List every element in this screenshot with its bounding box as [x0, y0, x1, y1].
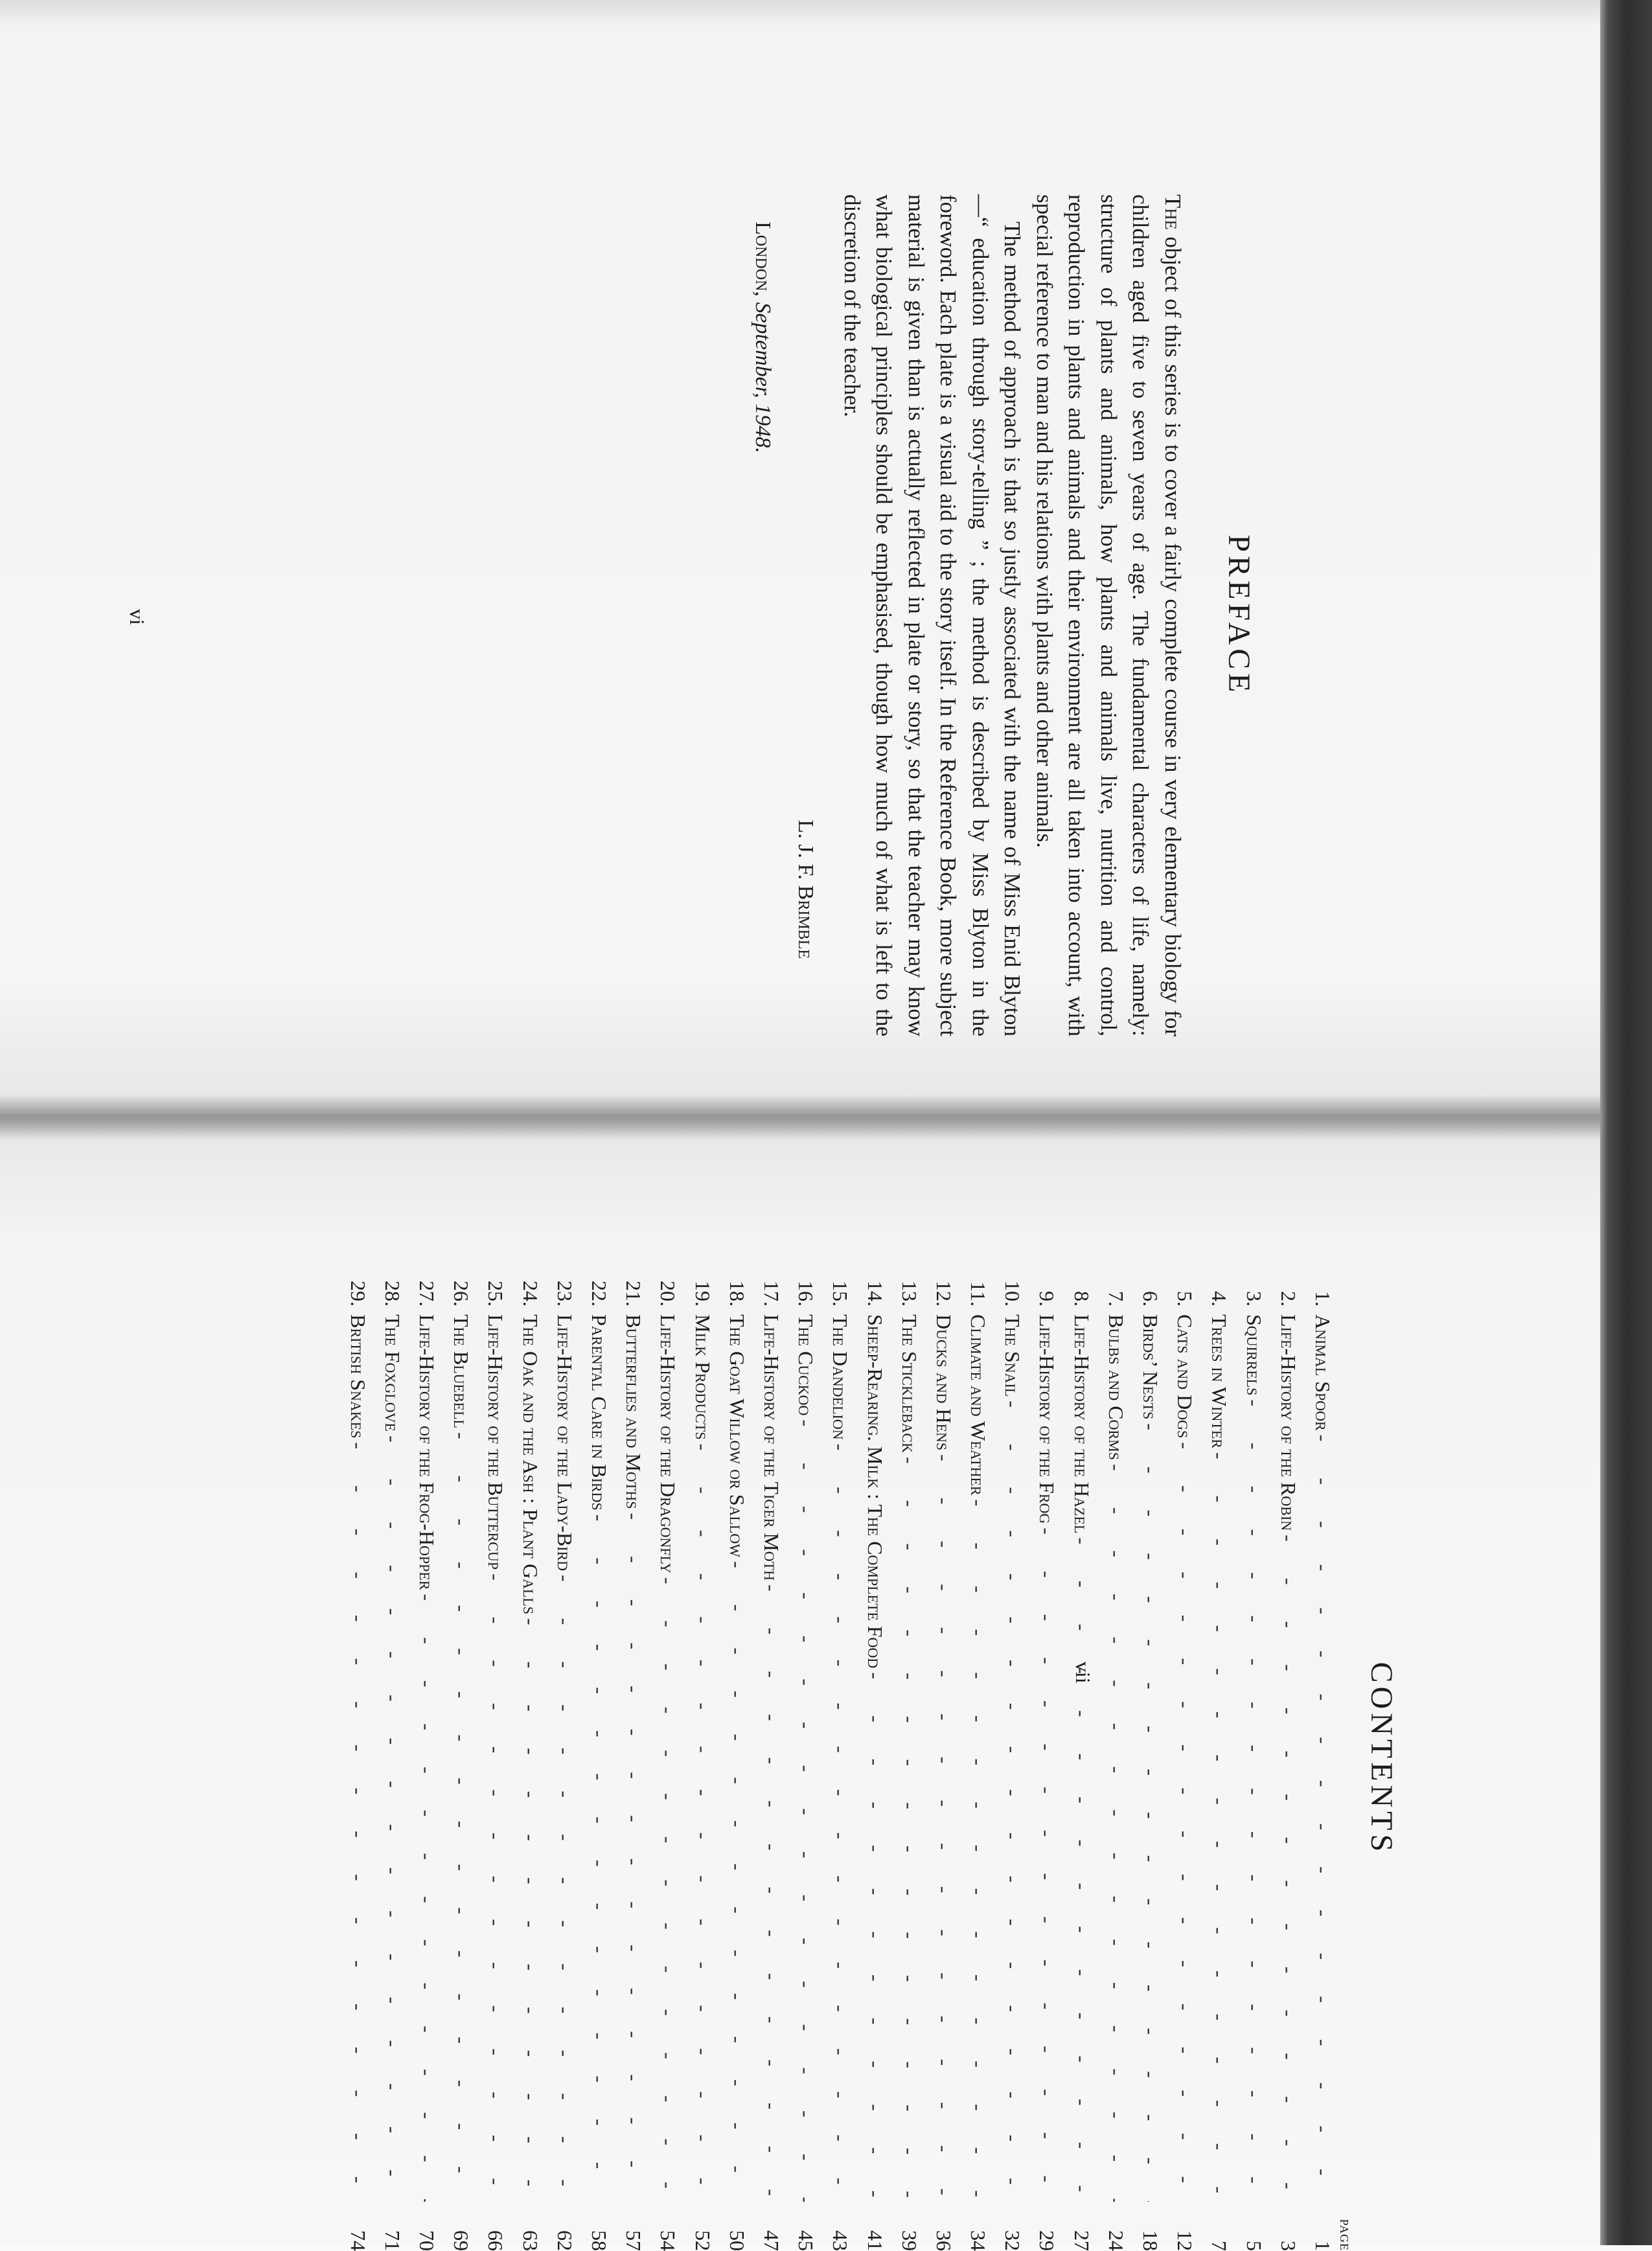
entry-page-number: 69: [450, 2230, 474, 2251]
entry-number: 2.: [1276, 1291, 1300, 1307]
entry-leader-dots: [621, 1513, 645, 2202]
contents-list: [336, 1266, 1335, 2251]
entry-leader-dots: [553, 1575, 577, 2202]
entry-page-number: 24: [1104, 2230, 1128, 2251]
entry-leader-dots: [1173, 1442, 1197, 2202]
entry-title: Milk Products: [691, 1314, 715, 1440]
contents-entry: [645, 1266, 680, 2251]
contents-entry: [404, 1266, 439, 2251]
entry-leader-dots: [1104, 1464, 1128, 2202]
entry-number: 12.: [932, 1281, 956, 1307]
entry-leader-dots: [1070, 1537, 1094, 2202]
entry-number: 22.: [588, 1281, 612, 1307]
entry-number: 10.: [1001, 1281, 1025, 1307]
entry-title: Life-History of the Lady-Bird: [553, 1314, 577, 1571]
entry-number: 6.: [1139, 1291, 1163, 1307]
entry-page-number: 27: [1070, 2230, 1094, 2251]
entry-number: 26.: [450, 1281, 474, 1307]
entry-title: Bulbs and Corms: [1104, 1314, 1128, 1460]
preface-paragraph-2: The method of approach is that so justly associated with the name of Miss Enid Blyton—“ education through story-telling ” ; the method is described by Miss Blyton in the foreword. Each plate is a visual aid to the story itself. In the Reference Book, more subject material is given than is actually reflected in plate or story, so that the teacher may know what biological principles should be emphasised, though how much of what is left to the discretion of the teacher.: [840, 194, 1026, 1036]
entry-title: The Bluebell: [450, 1314, 474, 1428]
contents-entry: [921, 1266, 956, 2251]
contents-section: [336, 1266, 1399, 2251]
entry-number: 28.: [380, 1281, 404, 1307]
entry-leader-dots: [1311, 1435, 1335, 2202]
entry-title: Climate and Weather: [967, 1314, 991, 1496]
contents-entry: [1231, 1266, 1265, 2251]
contents-entry: [1094, 1266, 1128, 2251]
entry-number: 1.: [1311, 1291, 1335, 1307]
entry-number: 20.: [656, 1281, 680, 1307]
entry-number: 25.: [484, 1281, 508, 1307]
preface-title: PREFACE: [1222, 534, 1256, 696]
entry-page-number: 45: [794, 2230, 818, 2251]
entry-leader-dots: [1242, 1399, 1266, 2202]
entry-title: The Stickleback: [897, 1314, 921, 1453]
entry-number: 5.: [1173, 1291, 1197, 1307]
entry-title: Life-History of the Hazel: [1070, 1314, 1094, 1534]
preface-place: London,: [751, 222, 775, 297]
entry-page-number: 29: [1035, 2230, 1059, 2251]
entry-title: Butterflies and Moths: [622, 1314, 646, 1509]
entry-page-number: 47: [760, 2230, 783, 2251]
entry-title: Sheep-Rearing. Milk : The Complete Food: [863, 1314, 887, 1669]
entry-title: Life-History of the Buttercup: [484, 1314, 508, 1570]
contents-entry: [1024, 1266, 1059, 2251]
entry-page-number: 54: [656, 2230, 680, 2251]
entry-title: The Foxglove: [380, 1314, 404, 1432]
entry-page-number: 70: [415, 2230, 439, 2251]
contents-entry: [749, 1266, 783, 2251]
entry-number: 27.: [415, 1281, 439, 1307]
book-cover-edge: [1600, 0, 1652, 2245]
entry-leader-dots: [725, 1561, 749, 2202]
entry-title: British Snakes: [346, 1314, 370, 1439]
entry-page-number: 50: [725, 2230, 749, 2251]
entry-number: 15.: [829, 1281, 853, 1307]
entry-number: 11.: [967, 1281, 991, 1307]
contents-entry: [852, 1266, 886, 2251]
contents-entry: [508, 1266, 542, 2251]
contents-entry: [370, 1266, 404, 2251]
contents-entry: [577, 1266, 611, 2251]
contents-entry: [783, 1266, 818, 2251]
entry-leader-dots: [897, 1457, 921, 2202]
entry-title: Life-History of the Frog-Hopper: [415, 1314, 439, 1590]
entry-leader-dots: [346, 1442, 370, 2202]
preface-dateline: [751, 194, 775, 1036]
entry-title: Animal Spoor: [1311, 1314, 1335, 1431]
entry-page-number: 57: [622, 2230, 646, 2251]
entry-leader-dots: [1276, 1535, 1300, 2202]
entry-title: Life-History of the Frog: [1035, 1314, 1059, 1524]
entry-number: 23.: [553, 1281, 577, 1307]
contents-page-header: PAGE: [1338, 2219, 1351, 2251]
entry-number: 13.: [897, 1281, 921, 1307]
entry-leader-dots: [587, 1514, 611, 2202]
entry-page-number: 18: [1139, 2230, 1163, 2251]
contents-entry: [956, 1266, 990, 2251]
entry-leader-dots: [518, 1618, 542, 2202]
entry-number: 3.: [1242, 1291, 1266, 1307]
entry-page-number: 74: [346, 2230, 370, 2251]
entry-leader-dots: [863, 1672, 887, 2202]
entry-number: 9.: [1035, 1291, 1059, 1307]
entry-page-number: 34: [967, 2230, 991, 2251]
contents-entry: [336, 1266, 370, 2251]
entry-title: Squirrels: [1242, 1314, 1266, 1396]
entry-page-number: 52: [691, 2230, 715, 2251]
entry-page-number: 66: [484, 2230, 508, 2251]
entry-title: Parental Care in Birds: [588, 1314, 612, 1511]
entry-number: 4.: [1208, 1291, 1232, 1307]
contents-entry: [439, 1266, 473, 2251]
contents-entry: [887, 1266, 921, 2251]
entry-page-number: 43: [829, 2230, 853, 2251]
preface-paragraph-1: [1029, 194, 1189, 1036]
entry-leader-dots: [966, 1500, 990, 2202]
contents-entry: [1162, 1266, 1197, 2251]
contents-entry: [680, 1266, 714, 2251]
entry-page-number: 1: [1311, 2241, 1335, 2251]
entry-leader-dots: [484, 1573, 508, 2202]
entry-page-number: 5: [1242, 2241, 1266, 2251]
entry-leader-dots: [380, 1435, 404, 2202]
entry-page-number: 12: [1173, 2230, 1197, 2251]
entry-title: The Oak and the Ash : Plant Galls: [518, 1314, 542, 1615]
entry-title: Birds’ Nests: [1139, 1314, 1163, 1420]
entry-leader-dots: [656, 1577, 680, 2202]
entry-title: Life-History of the Robin: [1276, 1314, 1300, 1531]
entry-page-number: 63: [518, 2230, 542, 2251]
contents-entry: [715, 1266, 749, 2251]
entry-page-number: 58: [588, 2230, 612, 2251]
entry-title: The Goat Willow or Sallow: [725, 1314, 749, 1558]
entry-leader-dots: [1138, 1423, 1162, 2202]
entry-number: 7.: [1104, 1291, 1128, 1307]
preface-paragraph-1-text: object of this series is to cover a fairly complete course in very elementary biology for children aged five to seven years of age. The fundamental characters of life, namely: structure of plants and animals, how plants and animals live, nutrition and control, reproduction in plants and animals and their environment are all taken into account, with special reference to man and his relations with plants and other animals.: [1032, 194, 1186, 1036]
contents-entry: [818, 1266, 852, 2251]
preface-signature: L. J. F. Brimble: [794, 819, 818, 959]
entry-title: The Snail: [1001, 1314, 1025, 1397]
entry-title: Life-History of the Tiger Moth: [760, 1314, 783, 1581]
entry-number: 19.: [691, 1281, 715, 1307]
preface-date: September, 1948.: [751, 302, 775, 453]
entry-page-number: 36: [932, 2230, 956, 2251]
entry-page-number: 62: [553, 2230, 577, 2251]
entry-leader-dots: [1035, 1527, 1059, 2202]
entry-title: Cats and Dogs: [1173, 1314, 1197, 1439]
entry-title: Trees in Winter: [1208, 1314, 1232, 1448]
entry-number: 14.: [863, 1281, 887, 1307]
preface-lead-word: The: [1160, 194, 1186, 230]
contents-entry: [990, 1266, 1024, 2251]
entry-leader-dots: [1207, 1452, 1231, 2202]
page-number-vi: vi: [126, 609, 149, 625]
entry-page-number: 7: [1208, 2241, 1232, 2251]
entry-leader-dots: [449, 1432, 473, 2202]
entry-number: 18.: [725, 1281, 749, 1307]
contents-entry: [1197, 1266, 1231, 2251]
entry-page-number: 32: [1001, 2230, 1025, 2251]
preface-section: [751, 194, 1257, 1036]
entry-number: 17.: [760, 1281, 783, 1307]
entry-number: 8.: [1070, 1291, 1094, 1307]
entry-leader-dots: [828, 1444, 852, 2202]
contents-entry: [1300, 1266, 1335, 2251]
entry-title: Life-History of the Dragonfly: [656, 1314, 680, 1573]
contents-entry: [1128, 1266, 1162, 2251]
entry-page-number: 3: [1276, 2241, 1300, 2251]
entry-leader-dots: [794, 1419, 818, 2202]
entry-page-number: 39: [897, 2230, 921, 2251]
entry-number: 24.: [518, 1281, 542, 1307]
contents-entry: [1059, 1266, 1094, 2251]
entry-number: 21.: [622, 1281, 646, 1307]
contents-entry: [1266, 1266, 1300, 2251]
entry-leader-dots: [415, 1594, 439, 2202]
entry-leader-dots: [691, 1444, 715, 2202]
entry-title: The Dandelion: [829, 1314, 853, 1440]
contents-entry: [611, 1266, 645, 2251]
contents-entry: [473, 1266, 507, 2251]
book-gutter: [0, 1095, 1600, 1140]
page-number-vii: vii: [1072, 1662, 1095, 1684]
entry-number: 29.: [346, 1281, 370, 1307]
entry-leader-dots: [759, 1584, 783, 2202]
entry-title: The Cuckoo: [794, 1314, 818, 1416]
contents-entry: [542, 1266, 577, 2251]
entry-leader-dots: [1000, 1400, 1024, 2202]
entry-leader-dots: [932, 1454, 956, 2202]
entry-title: Ducks and Hens: [932, 1314, 956, 1451]
entry-page-number: 71: [380, 2230, 404, 2251]
entry-page-number: 41: [863, 2230, 887, 2251]
contents-title: CONTENTS: [1364, 1662, 1399, 1856]
entry-number: 16.: [794, 1281, 818, 1307]
